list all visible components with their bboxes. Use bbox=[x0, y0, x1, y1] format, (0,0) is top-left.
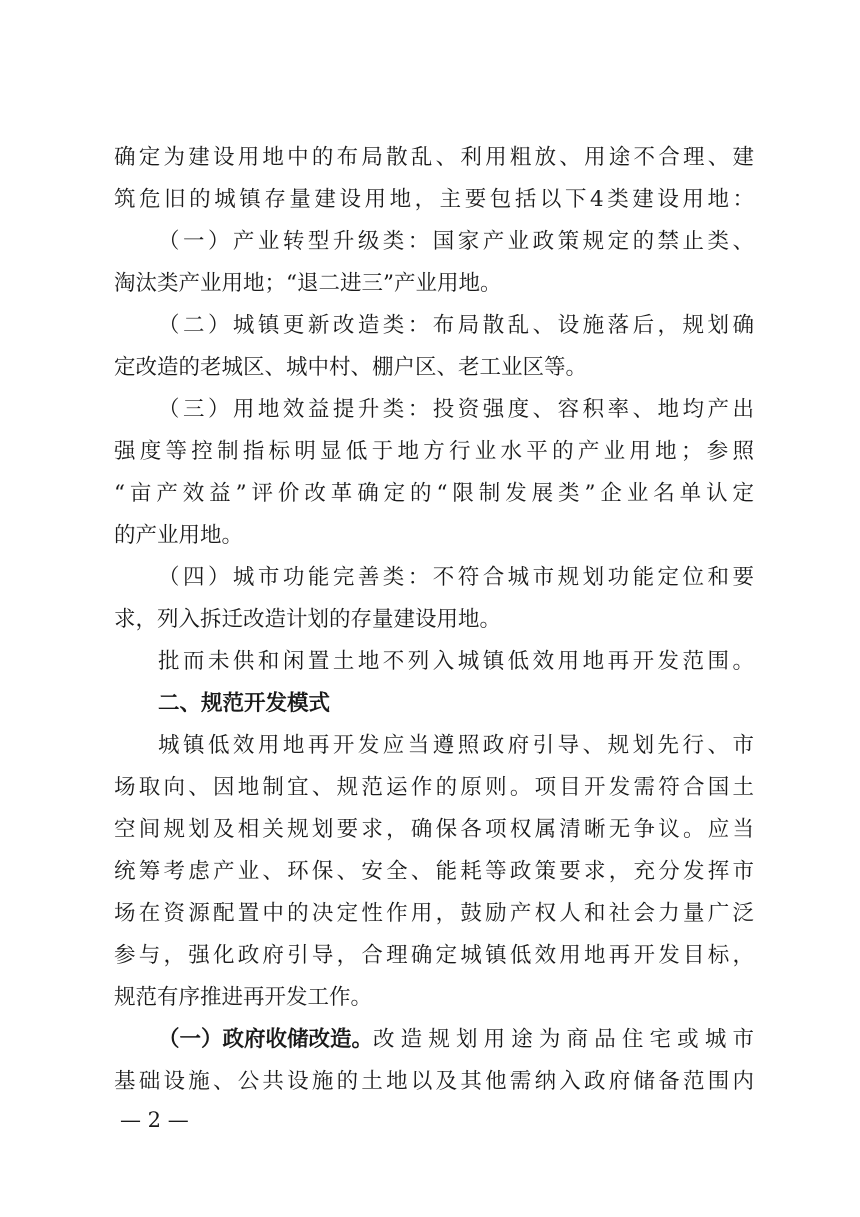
paragraph-line: 强度等控制指标明显低于地方行业水平的产业用地；参照 bbox=[114, 439, 754, 464]
paragraph-line: 筑危旧的城镇存量建设用地，主要包括以下4类建设用地： bbox=[114, 187, 754, 212]
paragraph-line: （二）城镇更新改造类：布局散乱、设施落后，规划确 bbox=[158, 313, 754, 338]
paragraph-line: 参与，强化政府引导，合理确定城镇低效用地再开发目标， bbox=[114, 943, 754, 968]
paragraph-line: 城镇低效用地再开发应当遵照政府引导、规划先行、市 bbox=[158, 733, 754, 758]
paragraph-line: 空间规划及相关规划要求，确保各项权属清晰无争议。应当 bbox=[114, 817, 754, 842]
paragraph-line: 统筹考虑产业、环保、安全、能耗等政策要求，充分发挥市 bbox=[114, 859, 754, 884]
paragraph-line: （三）用地效益提升类：投资强度、容积率、地均产出 bbox=[158, 397, 754, 422]
section-heading: 二、规范开发模式 bbox=[158, 691, 331, 716]
paragraph-line: 求，列入拆迁改造计划的存量建设用地。 bbox=[114, 607, 502, 632]
paragraph-line: 场在资源配置中的决定性作用，鼓励产权人和社会力量广泛 bbox=[114, 901, 754, 926]
paragraph-line: 规范有序推进再开发工作。 bbox=[114, 985, 373, 1010]
subsection-heading: （一）政府收储改造。 bbox=[158, 1027, 374, 1052]
paragraph-text: 改造规划用途为商品住宅或城市 bbox=[373, 1027, 754, 1052]
paragraph-line: 批而未供和闲置土地不列入城镇低效用地再开发范围。 bbox=[158, 649, 754, 674]
page-number: — 2 — bbox=[120, 1108, 189, 1132]
paragraph-line: 场取向、因地制宜、规范运作的原则。项目开发需符合国土 bbox=[114, 775, 754, 800]
paragraph-line: 淘汰类产业用地；“退二进三”产业用地。 bbox=[114, 271, 502, 296]
paragraph-line: 的产业用地。 bbox=[114, 523, 244, 548]
paragraph-line: （四）城市功能完善类：不符合城市规划功能定位和要 bbox=[158, 565, 754, 590]
paragraph-line: “亩产效益”评价改革确定的“限制发展类”企业名单认定 bbox=[114, 481, 754, 506]
paragraph-line: 定改造的老城区、城中村、棚户区、老工业区等。 bbox=[114, 355, 588, 380]
paragraph-line: 基础设施、公共设施的土地以及其他需纳入政府储备范围内 bbox=[114, 1069, 754, 1094]
paragraph-line bbox=[158, 1020, 754, 1060]
paragraph-line: 确定为建设用地中的布局散乱、利用粗放、用途不合理、建 bbox=[114, 145, 754, 170]
paragraph-line: （一）产业转型升级类：国家产业政策规定的禁止类、 bbox=[158, 229, 754, 254]
